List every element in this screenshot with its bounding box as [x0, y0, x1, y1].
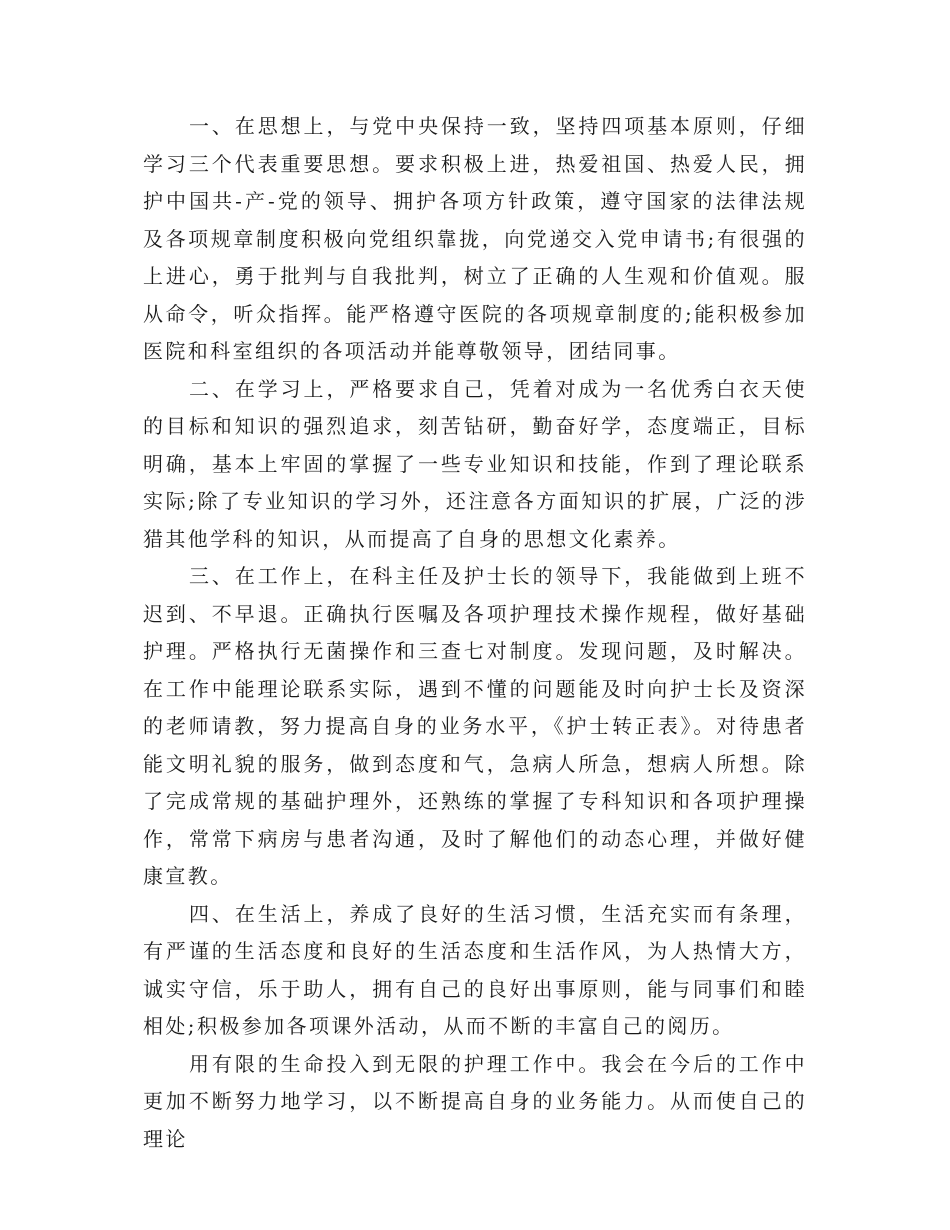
document-body — [143, 108, 807, 1158]
paragraph-ideology: 一、在思想上，与党中央保持一致，坚持四项基本原则，仔细学习三个代表重要思想。要求积极上进，热爱祖国、热爱人民，拥护中国共-产-党的领导、拥护各项方针政策，遵守国家的法律法规及各项规章制度积极向党组织靠拢，向党递交入党申请书;有很强的上进心，勇于批判与自我批判，树立了正确的人生观和价值观。服从命令，听众指挥。能严格遵守医院的各项规章制度的;能积极参加医院和科室组织的各项活动并能尊敬领导，团结同事。 — [143, 114, 807, 363]
paragraph-conclusion: 用有限的生命投入到无限的护理工作中。我会在今后的工作中更加不断努力地学习，以不断提高自身的业务能力。从而使自己的理论 — [143, 1051, 807, 1151]
paragraph-study: 二、在学习上，严格要求自己，凭着对成为一名优秀白衣天使的目标和知识的强烈追求，刻苦钻研，勤奋好学，态度端正，目标明确，基本上牢固的掌握了一些专业知识和技能，作到了理论联系实际;除了专业知识的学习外，还注意各方面知识的扩展，广泛的涉猎其他学科的知识，从而提高了自身的思想文化素养。 — [143, 376, 807, 551]
paragraph-work: 三、在工作上，在科主任及护士长的领导下，我能做到上班不迟到、不早退。正确执行医嘱及各项护理技术操作规程，做好基础护理。严格执行无菌操作和三查七对制度。发现问题，及时解决。在工作中能理论联系实际，遇到不懂的问题能及时向护士长及资深的老师请教，努力提高自身的业务水平，《护士转正表》。对待患者能文明礼貌的服务，做到态度和气，急病人所急，想病人所想。除了完成常规的基础护理外，还熟练的掌握了专科知识和各项护理操作，常常下病房与患者沟通，及时了解他们的动态心理，并做好健康宣教。 — [143, 564, 807, 888]
paragraph-life: 四、在生活上，养成了良好的生活习惯，生活充实而有条理，有严谨的生活态度和良好的生活态度和生活作风，为人热情大方，诚实守信，乐于助人，拥有自己的良好出事原则，能与同事们和睦相处;积极参加各项课外活动，从而不断的丰富自己的阅历。 — [143, 901, 807, 1038]
